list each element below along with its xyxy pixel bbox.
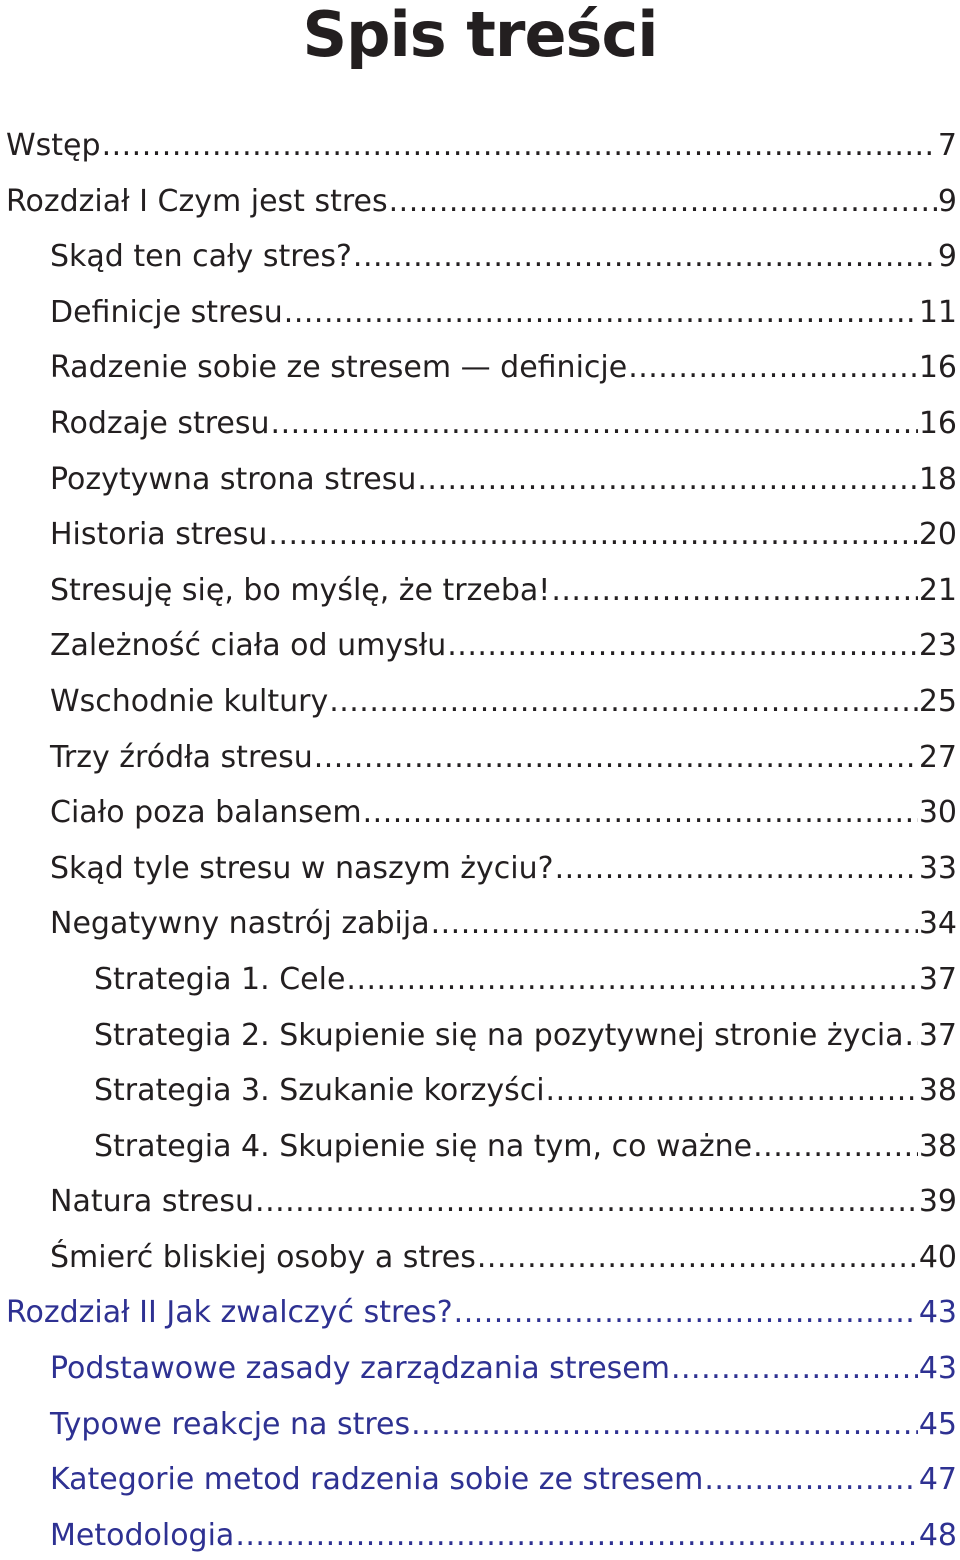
- toc-leader-dots: [284, 285, 918, 341]
- toc-leader-dots: [268, 507, 917, 563]
- toc-leader-dots: [447, 618, 918, 674]
- toc-entry-page-number: 34: [918, 906, 957, 942]
- toc-entry-label: Zależność ciała od umysłu: [50, 628, 447, 664]
- toc-leader-dots: [671, 1341, 918, 1397]
- toc-entry[interactable]: [0, 730, 960, 786]
- toc-entry-page-number: 37: [918, 1017, 957, 1053]
- toc-entry-label: Negatywny nastrój zabija: [50, 906, 430, 942]
- table-of-contents: [0, 118, 960, 1560]
- toc-leader-dots: [255, 1174, 918, 1230]
- toc-entry[interactable]: [0, 785, 960, 841]
- toc-entry-label: Stresuję się, bo myślę, że trzeba!: [50, 572, 551, 608]
- toc-entry-page-number: 39: [918, 1184, 957, 1220]
- toc-entry-label: Skąd ten cały stres?: [50, 239, 352, 275]
- toc-entry-label: Typowe reakcje na stres: [50, 1406, 411, 1442]
- toc-entry-page-number: 43: [918, 1351, 957, 1387]
- toc-leader-dots: [235, 1508, 918, 1560]
- toc-entry-page-number: 16: [918, 405, 957, 441]
- toc-entry-page-number: 27: [918, 739, 957, 775]
- toc-entry-label: Metodologia: [50, 1517, 235, 1553]
- toc-entry[interactable]: [0, 285, 960, 341]
- toc-entry[interactable]: [0, 1008, 960, 1064]
- toc-leader-dots: [271, 396, 918, 452]
- toc-entry-label: Strategia 3. Szukanie korzyści: [94, 1073, 545, 1109]
- toc-entry-label: Historia stresu: [50, 517, 268, 553]
- toc-leader-dots: [546, 1063, 918, 1119]
- toc-entry[interactable]: [0, 1285, 960, 1341]
- toc-entry-label: Trzy źródła stresu: [50, 739, 313, 775]
- toc-leader-dots: [363, 785, 918, 841]
- toc-leader-dots: [353, 229, 937, 285]
- toc-leader-dots: [329, 674, 918, 730]
- toc-leader-dots: [346, 952, 917, 1008]
- toc-entry-label: Natura stresu: [50, 1184, 255, 1220]
- toc-entry-page-number: 48: [918, 1517, 957, 1553]
- toc-entry-label: Strategia 4. Skupienie się na tym, co ważne: [94, 1128, 753, 1164]
- toc-entry[interactable]: [0, 841, 960, 897]
- toc-entry[interactable]: [0, 1063, 960, 1119]
- toc-entry[interactable]: [0, 340, 960, 396]
- toc-entry-page-number: 25: [918, 683, 957, 719]
- toc-entry-label: Rozdział I Czym jest stres: [6, 183, 388, 219]
- toc-leader-dots: [628, 340, 918, 396]
- toc-entry-page-number: 45: [918, 1406, 957, 1442]
- toc-leader-dots: [555, 841, 918, 897]
- toc-leader-dots: [431, 896, 918, 952]
- toc-entry-page-number: 38: [918, 1128, 957, 1164]
- toc-entry-page-number: 9: [937, 239, 957, 275]
- toc-entry-label: Wstęp: [6, 128, 101, 163]
- toc-entry-page-number: 38: [918, 1073, 957, 1109]
- toc-entry-label: Ciało poza balansem: [50, 795, 362, 831]
- toc-leader-dots: [551, 563, 918, 619]
- toc-entry[interactable]: [0, 1119, 960, 1175]
- toc-entry[interactable]: [0, 952, 960, 1008]
- toc-entry[interactable]: [0, 229, 960, 285]
- toc-entry-page-number: 20: [918, 517, 957, 553]
- toc-entry-label: Podstawowe zasady zarządzania stresem: [50, 1351, 670, 1387]
- toc-entry-page-number: 43: [918, 1295, 957, 1331]
- toc-entry[interactable]: [0, 507, 960, 563]
- toc-entry-page-number: 40: [918, 1239, 957, 1275]
- toc-leader-dots: [389, 174, 937, 230]
- toc-leader-dots: [454, 1285, 918, 1341]
- toc-entry-label: Strategia 1. Cele: [94, 961, 346, 997]
- toc-entry-label: Wschodnie kultury: [50, 683, 329, 719]
- toc-entry-page-number: 23: [918, 628, 957, 664]
- toc-leader-dots: [753, 1119, 918, 1175]
- toc-entry-page-number: 16: [918, 350, 957, 386]
- toc-entry-label: Kategorie metod radzenia sobie ze stresem: [50, 1462, 704, 1498]
- toc-entry-label: Skąd tyle stresu w naszym życiu?: [50, 850, 554, 886]
- toc-entry-label: Pozytywna strona stresu: [50, 461, 417, 497]
- toc-entry-page-number: 9: [937, 183, 957, 219]
- toc-entry-page-number: 11: [918, 294, 957, 330]
- toc-entry[interactable]: [0, 896, 960, 952]
- toc-leader-dots: [314, 730, 918, 786]
- toc-entry-label: Radzenie sobie ze stresem — definicje: [50, 350, 628, 386]
- toc-leader-dots: [102, 118, 937, 174]
- toc-entry[interactable]: [0, 118, 960, 174]
- toc-entry[interactable]: [0, 1174, 960, 1230]
- toc-entry[interactable]: [0, 563, 960, 619]
- toc-entry-page-number: 33: [918, 850, 957, 886]
- toc-entry[interactable]: [0, 618, 960, 674]
- toc-entry[interactable]: [0, 1230, 960, 1286]
- toc-entry-label: Rozdział II Jak zwalczyć stres?: [6, 1295, 453, 1331]
- toc-entry-page-number: 47: [918, 1462, 957, 1498]
- toc-entry[interactable]: [0, 674, 960, 730]
- toc-entry[interactable]: [0, 452, 960, 508]
- toc-entry-label: Definicje stresu: [50, 294, 283, 330]
- toc-entry[interactable]: [0, 1397, 960, 1453]
- toc-leader-dots: [477, 1230, 918, 1286]
- toc-leader-dots: [417, 452, 917, 508]
- toc-entry[interactable]: [0, 396, 960, 452]
- toc-entry-label: Śmierć bliskiej osoby a stres: [50, 1239, 476, 1275]
- toc-entry-page-number: 21: [918, 572, 957, 608]
- toc-entry[interactable]: [0, 1341, 960, 1397]
- toc-entry[interactable]: [0, 174, 960, 230]
- page-title: Spis treści: [302, 0, 658, 71]
- toc-entry-page-number: 37: [918, 961, 957, 997]
- toc-leader-dots: [411, 1397, 918, 1453]
- toc-entry-page-number: 30: [918, 795, 957, 831]
- toc-entry-page-number: 18: [918, 461, 957, 497]
- toc-leader-dots: [905, 1008, 918, 1064]
- toc-entry-label: Strategia 2. Skupienie się na pozytywnej stronie życia: [94, 1017, 904, 1053]
- toc-leader-dots: [704, 1452, 917, 1508]
- toc-entry[interactable]: [0, 1452, 960, 1508]
- toc-entry[interactable]: [0, 1508, 960, 1560]
- toc-entry-page-number: 7: [937, 128, 957, 163]
- toc-entry-label: Rodzaje stresu: [50, 405, 270, 441]
